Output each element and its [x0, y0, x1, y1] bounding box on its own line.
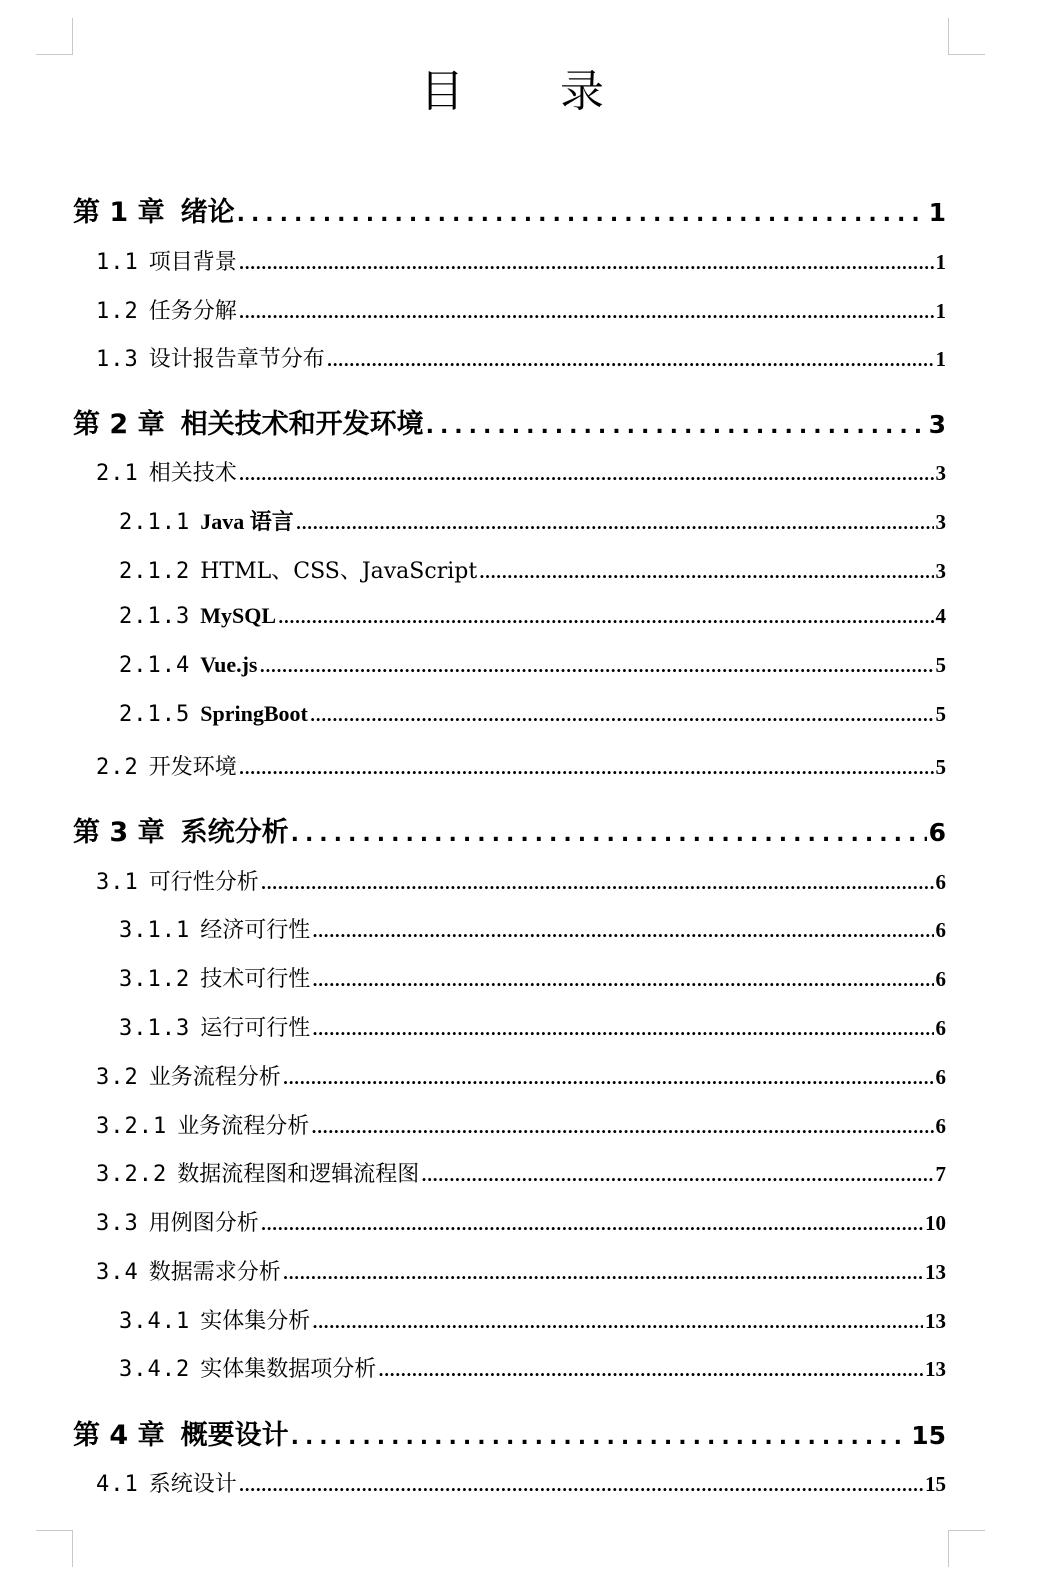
- toc-entry-text: Vue.js: [200, 652, 258, 677]
- toc-entry-text: 相关技术: [148, 461, 237, 486]
- toc-entry-text: 系统分析: [180, 817, 289, 848]
- toc-entry-page-number: 5: [935, 702, 946, 726]
- toc-entry-page-number: 6: [935, 1114, 946, 1138]
- toc-entry-page-number: 3: [935, 461, 946, 485]
- toc-entry-text: 数据需求分析: [148, 1260, 281, 1285]
- toc-entry-page-number: 6: [935, 1065, 946, 1089]
- toc-entry-page-number: 6: [935, 870, 946, 894]
- toc-entry[interactable]: [96, 1157, 946, 1191]
- toc-entry-number: 1.1: [96, 250, 139, 275]
- toc-entry-text: 概要设计: [180, 1420, 289, 1451]
- toc-entry-label: [73, 1413, 289, 1452]
- toc-entry-text: 运行可行性: [200, 1016, 311, 1041]
- toc-entry-label: [96, 1255, 281, 1286]
- toc-entry-page-number: 15: [911, 1421, 946, 1450]
- toc-entry-text: HTML、CSS、JavaScript: [200, 559, 478, 584]
- crop-mark-top-left: [36, 18, 73, 55]
- toc-entry-text: 业务流程分析: [148, 1065, 281, 1090]
- toc-entry-page-number: 6: [928, 818, 946, 847]
- toc-entry-label: [96, 865, 259, 896]
- toc-entry[interactable]: [119, 962, 946, 996]
- toc-entry-page-number: 1: [935, 250, 946, 274]
- toc-entry-label: [73, 810, 289, 849]
- toc-dot-leader: [311, 1118, 933, 1137]
- toc-dot-leader: [260, 657, 934, 676]
- toc-dot-leader: [291, 822, 927, 847]
- toc-entry[interactable]: [119, 1304, 946, 1338]
- page-title: 目录: [420, 66, 700, 117]
- toc-entry[interactable]: [96, 245, 946, 279]
- toc-entry-page-number: 13: [925, 1357, 946, 1381]
- toc-dot-leader: [278, 608, 933, 627]
- toc-entry-label: [96, 1109, 309, 1140]
- toc-entry[interactable]: [119, 554, 946, 588]
- toc-dot-leader: [239, 254, 934, 273]
- toc-entry-page-number: 3: [928, 410, 946, 439]
- toc-entry-page-number: 10: [925, 1211, 946, 1235]
- toc-entry-number: 3.1.3: [119, 1016, 191, 1041]
- toc-entry-label: [96, 1060, 281, 1091]
- crop-mark-top-right: [948, 18, 985, 55]
- toc-entry-number: 3.2: [96, 1065, 139, 1090]
- toc-entry[interactable]: [119, 1011, 946, 1045]
- toc-entry-label: [96, 1157, 419, 1188]
- toc-entry-text: 用例图分析: [148, 1211, 259, 1236]
- toc-entry-label: [96, 456, 237, 487]
- toc-entry-label: [73, 190, 235, 229]
- toc-entry-number: 第 1 章: [73, 197, 165, 228]
- toc-entry-label: [119, 962, 310, 993]
- toc-entry[interactable]: [119, 603, 946, 637]
- toc-entry-label: [119, 913, 310, 944]
- toc-dot-leader: [312, 971, 933, 990]
- toc-entry-page-number: 1: [935, 299, 946, 323]
- toc-entry-label: [119, 1011, 310, 1042]
- toc-entry-number: 3.4: [96, 1260, 139, 1285]
- toc-entry-number: 2.1.4: [119, 653, 191, 678]
- toc-entry-page-number: 5: [935, 755, 946, 779]
- toc-entry-number: 2.2: [96, 755, 139, 780]
- toc-entry-number: 第 4 章: [73, 1420, 165, 1451]
- toc-entry-label: [96, 294, 237, 325]
- toc-entry-number: 2.1.1: [119, 510, 191, 535]
- toc-entry-number: 3.2.2: [96, 1162, 168, 1187]
- toc-dot-leader: [421, 1166, 933, 1185]
- toc-entry-number: 2.1.5: [119, 702, 191, 727]
- toc-dot-leader: [283, 1264, 923, 1283]
- toc-entry-number: 2.1.2: [119, 559, 191, 584]
- toc-entry-number: 3.2.1: [96, 1114, 168, 1139]
- toc-dot-leader: [378, 1361, 923, 1380]
- toc-dot-leader: [312, 1020, 933, 1039]
- toc-entry-page-number: 7: [935, 1162, 946, 1186]
- toc-entry-text: 相关技术和开发环境: [180, 409, 424, 440]
- toc-entry-number: 3.1.1: [119, 918, 191, 943]
- toc-entry[interactable]: [96, 1467, 946, 1501]
- toc-entry-label: [119, 554, 477, 585]
- toc-dot-leader: [283, 1069, 934, 1088]
- toc-entry-text: 绪论: [180, 197, 235, 228]
- toc-dot-leader: [239, 303, 934, 322]
- toc-entry-text: 技术可行性: [200, 967, 311, 992]
- toc-entry-number: 2.1: [96, 461, 139, 486]
- toc-entry[interactable]: [96, 456, 946, 490]
- toc-entry-text: 数据流程图和逻辑流程图: [177, 1162, 420, 1187]
- toc-entry[interactable]: [73, 190, 946, 230]
- toc-dot-leader: [327, 351, 934, 370]
- toc-entry-page-number: 6: [935, 1016, 946, 1040]
- toc-entry-label: [119, 1352, 376, 1383]
- toc-dot-leader: [239, 465, 934, 484]
- toc-entry-number: 4.1: [96, 1472, 139, 1497]
- toc-entry[interactable]: [119, 913, 946, 947]
- toc-entry-text: 系统设计: [148, 1472, 237, 1497]
- toc-entry[interactable]: [96, 342, 946, 376]
- toc-dot-leader: [479, 563, 933, 582]
- toc-entry-label: [96, 750, 237, 781]
- toc-entry[interactable]: [119, 505, 946, 539]
- toc-dot-leader: [261, 874, 934, 893]
- toc-entry-page-number: 1: [935, 347, 946, 371]
- toc-entry-number: 3.3: [96, 1211, 139, 1236]
- toc-entry-text: Java 语言: [200, 509, 294, 534]
- toc-entry-label: [119, 505, 294, 536]
- toc-entry[interactable]: [119, 1352, 946, 1386]
- toc-entry-page-number: 6: [935, 967, 946, 991]
- toc-entry-page-number: 3: [935, 559, 946, 583]
- toc-entry-number: 1.2: [96, 299, 139, 324]
- toc-entry[interactable]: [96, 750, 946, 784]
- toc-entry-page-number: 3: [935, 510, 946, 534]
- crop-mark-bottom-right: [948, 1530, 985, 1567]
- toc-entry-number: 1.3: [96, 347, 139, 372]
- toc-entry-text: MySQL: [200, 603, 277, 628]
- toc-dot-leader: [296, 514, 934, 533]
- toc-entry-label: [96, 245, 237, 276]
- toc-entry[interactable]: [73, 402, 946, 442]
- toc-entry-number: 3.1.2: [119, 967, 191, 992]
- toc-entry-page-number: 15: [925, 1472, 946, 1496]
- toc-entry[interactable]: [96, 1109, 946, 1143]
- toc-entry[interactable]: [96, 1255, 946, 1289]
- toc-dot-leader: [291, 1425, 910, 1450]
- toc-entry-page-number: 13: [925, 1309, 946, 1333]
- toc-dot-leader: [312, 922, 933, 941]
- toc-dot-leader: [239, 1476, 923, 1495]
- toc-entry-number: 第 2 章: [73, 409, 165, 440]
- toc-entry-page-number: 13: [925, 1260, 946, 1284]
- toc-entry[interactable]: [73, 810, 946, 850]
- toc-entry-number: 3.4.1: [119, 1309, 191, 1334]
- toc-entry[interactable]: [96, 294, 946, 328]
- toc-entry-label: [119, 1304, 310, 1335]
- toc-entry[interactable]: [96, 1206, 946, 1240]
- toc-entry-number: 3.4.2: [119, 1357, 191, 1382]
- toc-entry-label: [96, 1467, 237, 1498]
- toc-entry-page-number: 4: [935, 604, 946, 628]
- toc-entry-page-number: 5: [935, 653, 946, 677]
- toc-dot-leader: [261, 1215, 923, 1234]
- toc-entry-label: [119, 603, 276, 629]
- toc-entry-text: 经济可行性: [200, 918, 311, 943]
- toc-entry-text: 实体集分析: [200, 1309, 311, 1334]
- toc-entry-label: [119, 652, 258, 678]
- toc-entry-text: 业务流程分析: [177, 1114, 310, 1139]
- toc-entry-page-number: 6: [935, 918, 946, 942]
- toc-entry-text: 设计报告章节分布: [148, 347, 325, 372]
- toc-entry-page-number: 1: [928, 198, 946, 227]
- toc-entry[interactable]: [96, 1060, 946, 1094]
- toc-entry-number: 3.1: [96, 870, 139, 895]
- toc-dot-leader: [426, 414, 927, 439]
- crop-mark-bottom-left: [36, 1530, 73, 1567]
- toc-entry[interactable]: [96, 865, 946, 899]
- toc-entry[interactable]: [119, 701, 946, 735]
- toc-dot-leader: [310, 706, 934, 725]
- toc-entry-number: 2.1.3: [119, 604, 191, 629]
- toc-entry-label: [96, 1206, 259, 1237]
- toc-entry-text: 项目背景: [148, 250, 237, 275]
- toc-entry-text: 开发环境: [148, 755, 237, 780]
- toc-entry-label: [119, 701, 308, 727]
- toc-entry-text: 任务分解: [148, 299, 237, 324]
- toc-entry-text: 可行性分析: [148, 870, 259, 895]
- toc-entry-number: 第 3 章: [73, 817, 165, 848]
- toc-entry[interactable]: [73, 1413, 946, 1453]
- toc-entry[interactable]: [119, 652, 946, 686]
- toc-dot-leader: [312, 1313, 923, 1332]
- toc-entry-text: SpringBoot: [200, 701, 308, 726]
- toc-dot-leader: [239, 759, 934, 778]
- toc-entry-label: [73, 402, 424, 441]
- toc-entry-label: [96, 342, 325, 373]
- toc-entry-text: 实体集数据项分析: [200, 1357, 377, 1382]
- toc-dot-leader: [237, 202, 927, 227]
